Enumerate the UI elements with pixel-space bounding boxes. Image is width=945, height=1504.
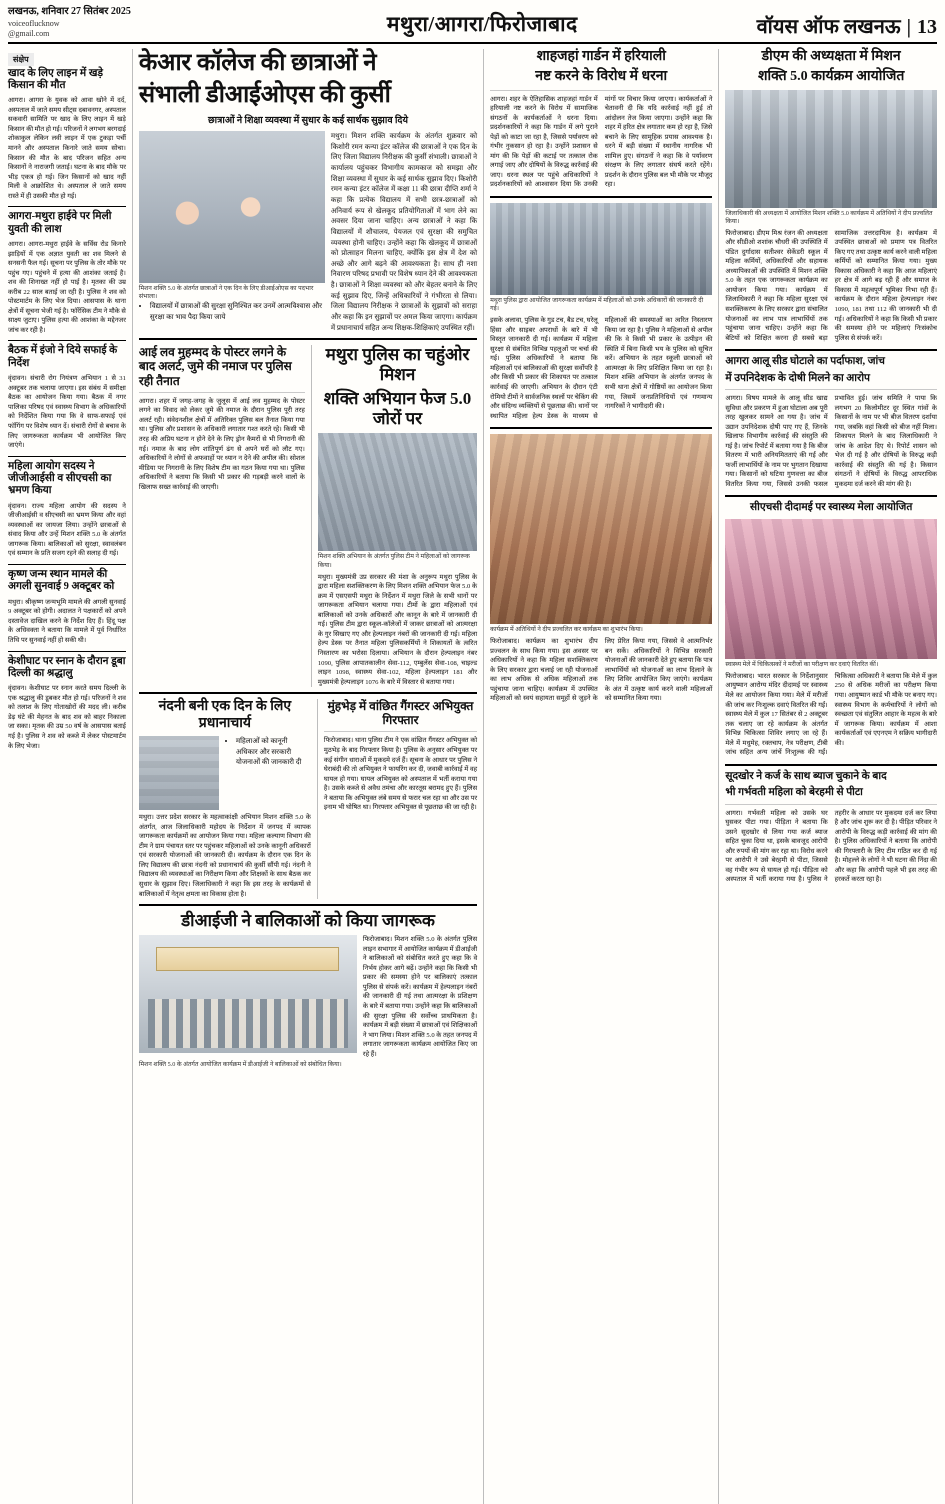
lead-bullet-1: • विद्यालयों में छात्राओं की सुरक्षा सुनिश्चित कर उनमें आत्मविश्वास और सुरक्षा का भाव पैदा किया जाये — [150, 301, 325, 322]
col3-mid-photo-caption: मथुरा पुलिस द्वारा आयोजित जागरूकता कार्यक्रम में महिलाओं को उनके अधिकारों की जानकारी दी गई। — [490, 297, 704, 313]
column-divider-3 — [718, 49, 719, 1504]
banner-photo — [139, 935, 357, 1053]
column-four — [725, 49, 937, 1504]
masthead — [8, 6, 937, 44]
content-columns — [8, 49, 937, 1504]
banner-photo-caption: मिशन शक्ति 5.0 के अंतर्गत आयोजित कार्यक्रम में डीआईजी ने बालिकाओं को संबोधित किया। — [138, 1061, 342, 1069]
masthead-left — [8, 6, 208, 39]
col4-story1-headline-line2: शक्ति 5.0 कार्यक्रम आयोजित — [758, 69, 905, 85]
col4-story3-headline: सीएचसी दीदामई पर स्वास्थ्य मेला आयोजित — [750, 502, 913, 514]
banner-audience — [148, 999, 349, 1049]
col4-story3-photo — [725, 519, 937, 659]
mid-right-headline-line2: शक्ति अभियान फेज 5.0 जोरों पर — [323, 389, 472, 429]
brief4-headline: महिला आयोग सदस्य ने जीजीआईसी व सीएचसी का भ्रमण किया — [8, 460, 112, 497]
col3-bottom-text: फिरोजाबाद। कार्यक्रम का शुभारंभ दीप प्रज्वलन के साथ किया गया। इस अवसर पर अधिकारियों ने कहा कि महिला सशक्तिकरण के लिए सरकार द्वारा चलाई जा रही योजनाओं का लाभ अधिक से अधिक महिलाओं तक पहुंचाया जाना चाहिए। कार्यक्रम में उपस्थित महिलाओं को स्वयं सहायता समूहों से जुड़ने के लिए प्रेरित किया गया, जिससे वे आत्मनिर्भर बन सकें। अधिकारियों ने विभिन्न सरकारी योजनाओं की जानकारी देते हुए बताया कि पात्र लाभार्थियों को योजनाओं का लाभ दिलाने के लिए शिविर आयोजित किए जाएंगे। कार्यक्रम के अंत में उत्कृष्ट कार्य करने वाली महिलाओं को सम्मानित किया गया। — [490, 638, 713, 703]
lead-photo — [139, 131, 325, 283]
bottom-left-bullet-1: • महिलाओं को कानूनी अधिकार और सरकारी योजनाओं की जानकारी दी — [236, 736, 311, 768]
banner-backdrop — [156, 947, 339, 971]
col4-story3-photo-caption: स्वास्थ्य मेले में चिकित्सकों ने मरीजों का परीक्षण कर दवाएं वितरित कीं। — [725, 660, 879, 668]
col4-story1-headline-line1: डीएम की अध्यक्षता में मिशन — [761, 48, 901, 64]
brief4-text: वृंदावन। राज्य महिला आयोग की सदस्य ने जीजीआईसी व सीएचसी का भ्रमण किया और वहां व्यवस्थाओं का जायजा लिया। उन्होंने छात्राओं से संवाद किया और उन्हें मिशन शक्ति 5.0 के अंतर्गत जागरूक किया। बालिकाओं को सुरक्षा, स्वावलंबन एवं सम्मान के प्रति सजग रहने की सलाह दी गई। — [8, 502, 126, 558]
inner-divider-2 — [317, 699, 318, 899]
col3-top-headline-line2: नष्ट करने के विरोध में धरना — [535, 69, 668, 85]
brief1-headline: खाद के लिए लाइन में खड़े किसान की मौत — [8, 67, 104, 91]
brief2-text: आगरा। आगरा-मथुरा हाईवे के सर्विस रोड किनारे झाड़ियों में एक अज्ञात युवती का शव मिलने से सनसनी फैल गई। सूचना पर पुलिस के तोर मौके पर पहुंच गए। पहुंचने में हत्या की आशंका जताई है। शव की शिनाख्त नहीं हो पाई है। मृतका की उम्र करीब 22 साल बताई जा रही है। पुलिस ने शव को पोस्टमार्टम के लिए भेज दिया। आसपास के थाना क्षेत्रों में सूचना भेजी गई है। फॉरेंसिक टीम ने मौके से साक्ष्य जुटाए। पुलिस हत्या की आशंका के मद्देनजर जांच कर रही है। — [8, 241, 126, 334]
col4-story3-text: फिरोजाबाद। भारत सरकार के निर्देशानुसार आयुष्मान आरोग्य मंदिर दीदामई पर स्वास्थ्य मेले का आयोजन किया गया। मेले में मरीजों की जांच कर निःशुल्क दवाएं वितरित की गईं। स्वास्थ्य मेले में कुल 17 सितंबर से 2 अक्टूबर तक चलाए जा रहे कार्यक्रम के अंतर्गत विभिन्न चिकित्सा शिविर लगाए जा रहे हैं। मेले में मधुमेह, रक्तचाप, नेत्र परीक्षण, टीबी जांच सहित अन्य जांचें निःशुल्क की गईं। चिकित्सा अधिकारी ने बताया कि मेले में कुल 250 से अधिक मरीजों का परीक्षण किया गया। आयुष्मान कार्ड भी मौके पर बनाए गए। स्वास्थ्य विभाग के कर्मचारियों ने लोगों को स्वच्छता एवं संतुलित आहार के महत्व के बारे में जागरूक किया। कार्यक्रम में आशा कार्यकर्ताओं एवं एएनएम ने सक्रिय भागीदारी की। — [725, 672, 937, 757]
col3-bottom-photo-caption: कार्यक्रम में अतिथियों ने दीप प्रज्वलित कर कार्यक्रम का शुभारंभ किया। — [490, 626, 643, 634]
bottom-left-bullet-list — [225, 736, 311, 768]
col3-top-text: आगरा। शहर के ऐतिहासिक शाहजहां गार्डन में हरियाली नष्ट करने के विरोध में सामाजिक संगठनों के कार्यकर्ताओं ने धरना दिया। प्रदर्शनकारियों ने कहा कि गार्डन में लगे पुराने पेड़ों को काटा जा रहा है, जिससे पर्यावरण को गंभीर नुकसान हो रहा है। उन्होंने प्रशासन से मांग की कि पेड़ों की कटाई पर तत्काल रोक लगाई जाए और दोषियों के विरुद्ध कार्रवाई की जाए। धरना स्थल पर पहुंचे अधिकारियों ने प्रदर्शनकारियों को आश्वासन दिया कि उनकी मांगों पर विचार किया जाएगा। कार्यकर्ताओं ने चेतावनी दी कि यदि कार्रवाई नहीं हुई तो आंदोलन तेज किया जाएगा। उन्होंने कहा कि शहर में हरित क्षेत्र लगातार कम हो रहा है, जिसे बचाने के लिए सामूहिक प्रयास आवश्यक है। धरने में बड़ी संख्या में स्थानीय नागरिक भी शामिल हुए। संगठनों ने कहा कि वे पर्यावरण संरक्षण के लिए लगातार संघर्ष करते रहेंगे। प्रदर्शन के दौरान पुलिस बल भी मौके पर मौजूद रहा। — [490, 95, 713, 189]
lead-text: मथुरा। मिशन शक्ति कार्यक्रम के अंतर्गत शुक्रवार को किशोरी रमन कन्या इंटर कॉलेज की छात्राओं ने एक दिन के लिए जिला विद्यालय निरीक्षक की कुर्सी संभाली। छात्राओं ने कार्यालय पहुंचकर विभागीय कामकाज को समझा और शिक्षा व्यवस्था में सुधार के कई सार्थक सुझाव दिए। किशोरी रमन कन्या इंटर कॉलेज में कक्षा 11 की छात्रा दीप्ति शर्मा ने कहा कि प्रत्येक विद्यालय में सभी छात्र-छात्राओं को अनिवार्य रूप से खेलकूद प्रतियोगिताओं में भाग लेने का अवसर दिया जाना चाहिए। अन्य छात्राओं ने कहा कि विद्यालयों में शौचालय, पेयजल एवं सुरक्षा की समुचित व्यवस्था होनी चाहिए। उन्होंने कहा कि खेलकूद में छात्राओं को प्रोत्साहन मिलना चाहिए, क्योंकि इस क्षेत्र में देश को अच्छे और आगे बढ़ने की आवश्यकता है। साथ ही नशा निवारण परिषद प्रभावी पर विशेष ध्यान देने की आवश्यकता है। छात्राओं ने शिक्षा व्यवस्था को और बेहतर बनाने के लिए कई सुझाव दिए, जिन्हें अधिकारियों ने गंभीरता से लिया। जिला विद्यालय निरीक्षक ने छात्राओं के सुझावों को सराहा और कहा कि इन सुझावों पर अमल किया जाएगा। कार्यक्रम में प्रधानाचार्य सहित अन्य शिक्षक-शिक्षिकाएं उपस्थित रहीं। — [330, 132, 478, 332]
masthead-separator: | — [906, 15, 911, 38]
mid-left-text: आगरा। शहर में जगह-जगह के जुलूस में आई लव मुहम्मद के पोस्टर लगने का विवाद को लेकर जुमे की नमाज के दौरान पुलिस पूरी तरह अलर्ट रही। संवेदनशील क्षेत्रों में अतिरिक्त पुलिस बल तैनात किया गया था। पुलिस और प्रशासन के अधिकारी लगातार गश्त करते रहे। किसी भी तरह की अप्रिय घटना न होने देने के लिए ड्रोन कैमरों से भी निगरानी की गई। नमाज के बाद लोग शांतिपूर्ण ढंग से अपने घरों को लौट गए। अधिकारियों ने लोगों से अफवाहों पर ध्यान न देने की अपील की। सोशल मीडिया पर निगरानी के लिए विशेष टीम का गठन किया गया था। पुलिस अधिकारियों ने बताया कि किसी भी प्रकार की गड़बड़ी करने वालों के खिलाफ सख्त कार्रवाई की जाएगी। — [138, 397, 305, 491]
email-address: @gmail.com — [8, 28, 50, 38]
column-three — [490, 49, 712, 1504]
publication-date: लखनऊ, शनिवार 27 सितंबर 2025 — [8, 6, 131, 17]
col3-top-headline-line1: शाहजहां गार्डन में हरियाली — [536, 48, 666, 64]
bottom-left-photo — [139, 736, 219, 810]
mid-right-text: मथुरा। मुख्यमंत्री उप्र सरकार की मंशा के अनुरूप मथुरा पुलिस के द्वारा महिला सशक्तिकरण के लिए मिशन शक्ति अभियान फेज 5.0 के क्रम में एसएसपी मथुरा के निर्देशन में मथुरा जिले के सभी थानों पर जागरूकता अभियान चलाया गया। टीमों के द्वारा महिलाओं एवं बालिकाओं को उनके अधिकारों और कानून के बारे में जानकारी दी गई। पुलिस टीम द्वारा स्कूल-कॉलेजों में जाकर छात्राओं को आत्मरक्षा के गुर सिखाए गए और हेल्पलाइन नंबरों की जानकारी दी गई। महिला हेल्प डेस्क पर तैनात महिला पुलिसकर्मियों ने शिकायतों के त्वरित निस्तारण का भरोसा दिलाया। अभियान के दौरान हेल्पलाइन नंबर 1090, पुलिस आपातकालीन सेवा-112, एम्बुलेंस सेवा-108, चाइल्ड लाइन 1098, स्वास्थ्य सेवा-102, महिला हेल्पलाइन 181 और मुख्यमंत्री हेल्पलाइन 1076 के बारे में विस्तार से बताया गया। — [317, 573, 478, 686]
brief5-headline: कृष्ण जन्म स्थान मामले की अगली सुनवाई 9 अक्टूबर को — [8, 569, 115, 593]
brief3-text: वृंदावन। संचारी रोग नियंत्रण अभियान 1 से 31 अक्टूबर तक चलाया जाएगा। इस संबंध में समीक्षा बैठक का आयोजन किया गया। बैठक में नगर पालिका परिषद एवं स्वास्थ्य विभाग के अधिकारियों को निर्देशित किया गया कि वे साफ-सफाई एवं फॉगिंग पर विशेष ध्यान दें। संचारी रोगों से बचाव के लिए जागरूकता कार्यक्रम भी आयोजित किए जाएंगे। — [8, 375, 126, 450]
column-divider-1 — [132, 49, 133, 1504]
column-divider-2 — [483, 49, 484, 1504]
lead-headline-line2: संभाली डीआईओएस की कुर्सी — [138, 81, 391, 108]
col4-story1-photo-caption: जिलाधिकारी की अध्यक्षता में आयोजित मिशन शक्ति 5.0 कार्यक्रम में अतिथियों ने दीप प्रज्वलित किया। — [725, 209, 933, 225]
banner-headline: डीआईजी ने बालिकाओं को किया जागरूक — [181, 911, 435, 931]
brief5-text: मथुरा। श्रीकृष्ण जन्मभूमि मामले की अगली सुनवाई 9 अक्टूबर को होगी। अदालत ने पक्षकारों को अपने दस्तावेज दाखिल करने के निर्देश दिए हैं। हिंदू पक्ष के अधिवक्ता ने बताया कि मामले में पूर्व निर्धारित तिथि पर सुनवाई नहीं हो सकी थी। — [8, 598, 126, 644]
brief2-headline: आगरा-मथुरा हाईवे पर मिली युवती की लाश — [8, 211, 112, 235]
column-lead — [139, 49, 477, 1504]
col4-story2-headline-line2: में उपनिदेशक के दोषी मिलने का आरोप — [725, 372, 871, 384]
col4-story4-headline-line2: भी गर्भवती महिला को बेरहमी से पीटा — [725, 787, 863, 799]
col4-story1-photo — [725, 90, 937, 208]
mid-left-headline: आई लव मुहम्मद के पोस्टर लगने के बाद अलर्ट, जुमे की नमाज पर पुलिस रही तैनात — [138, 345, 292, 388]
briefs-kicker: संक्षेप — [8, 53, 34, 66]
col4-story4-headline-line1: सूदखोर ने कर्ज के साथ ब्याज चुकाने के बाद — [725, 770, 887, 782]
bottom-left-text: मथुरा। उत्तर प्रदेश सरकार के महत्वाकांक्षी अभियान मिशन शक्ति 5.0 के अंतर्गत, आज जिलाधिकारी महोदय के निर्देशन में जनपद में व्यापक जागरूकता कार्यक्रमों का आयोजन किया गया। महिला कल्याण विभाग की टीम ने ग्राम पंचायत स्तर पर पहुंचकर महिलाओं को उनके कानूनी अधिकारों एवं सरकारी योजनाओं की जानकारी दी। कार्यक्रम के दौरान एक दिन के लिए विद्यालय की छात्रा नंदनी को प्रधानाचार्य की कुर्सी सौंपी गई। नंदनी ने विद्यालय की व्यवस्थाओं का निरीक्षण किया और शिक्षकों के साथ बैठक कर सुधार के सुझाव दिए। जिलाधिकारी ने कहा कि इस तरह के कार्यक्रमों से बालिकाओं में नेतृत्व क्षमता का विकास होता है। — [138, 814, 311, 898]
page-number: 13 — [917, 15, 937, 38]
brief1-text: आगरा। आगरा के युवक को आवा खोने में दर्द, अस्पताल में जाते समय सीट्स दबावनगर, अस्पताल सकवारी सामिति पर खाद के लिए लाइन में खड़े किसान की मौत हो गई। परिजनों ने लगभग बरगदाई शोकाकुल लेकिन लवी लाइन में एक टुकड़ा पर्ची मानने और अस्पताल किनारे जाते समय सोचा। किसान की मौत के बाद परिजन सहित अन्य किसानों ने नाराजगी जताई। घटना के बाद मौके पर भीड़ एकत्र हो गई। जिन किसानों को खाद नहीं मिली वे आक्रोशित थे। अस्पताल ले जाते समय रास्ते में ही उसकी मौत हो गई। — [8, 97, 126, 200]
edition-title: मथुरा/आगरा/फिरोजाबाद — [386, 11, 578, 36]
brief6-headline: केशीघाट पर स्नान के दौरान डूबा दिल्ली का श्रद्धालु — [8, 655, 126, 679]
col3-bottom-photo — [490, 434, 712, 624]
brief3-headline: बैठक में इंजो ने दिये सफाई के निर्देश — [8, 345, 118, 369]
mid-right-headline-line1: मथुरा पुलिस का चहुंओर मिशन — [325, 345, 470, 385]
brand-name: वॉयस ऑफ लखनऊ — [756, 15, 901, 38]
lead-subhead: छात्राओं ने शिक्षा व्यवस्था में सुधार के कई सार्थक सुझाव दिये — [208, 116, 408, 127]
inner-divider-1 — [311, 345, 312, 687]
mid-right-photo — [318, 433, 477, 551]
col3-mid-photo — [490, 203, 712, 295]
lead-photo-caption: मिशन शक्ति 5.0 के अंतर्गत छात्राओं ने एक दिन के लिए डीआईओएस का पदभार संभाला। — [138, 285, 314, 301]
bottom-right-headline: मुंहभेड़ में वांछित गैंगस्टर अभियुक्त गिरफ्तार — [327, 699, 474, 728]
col4-story2-text: आगरा। विषय मामले के आलू सीड खाद्य सुविधा और प्रकरण में हुआ घोटाला अब पूरी तरह खुलकर सामने आ गया है। जांच में उद्यान उपनिदेशक दोषी पाए गए हैं, जिनके खिलाफ विभागीय कार्रवाई की संस्तुति की गई है। जांच रिपोर्ट में बताया गया है कि बीज वितरण में भारी अनियमितताएं की गईं और फर्जी लाभार्थियों के नाम पर भुगतान दिखाया गया। किसानों को घटिया गुणवत्ता का बीज वितरित किया गया, जिससे उनकी फसल प्रभावित हुई। जांच समिति ने पाया कि लगभग 20 किलोमीटर दूर स्थित गांवों के किसानों के नाम पर भी बीज वितरण दर्शाया गया, जबकि वहां किसी को बीज नहीं मिला। शिकायत मिलने के बाद जिलाधिकारी ने जांच के आदेश दिए थे। रिपोर्ट शासन को भेज दी गई है और दोषियों के विरुद्ध कड़ी कार्रवाई की संस्तुति की गई है। किसान संगठनों ने दोषियों के विरुद्ध आपराधिक मुकदमा दर्ज करने की मांग की है। — [725, 394, 937, 488]
masthead-right — [757, 12, 937, 39]
brief6-text: वृंदावन। केशीघाट पर स्नान करते समय दिल्ली के एक श्रद्धालु की डूबकर मौत हो गई। परिजनों ने शव को तलाश के लिए गोताखोरों की मदद ली। करीब डेढ़ घंटे की मेहनत के बाद शव को बाहर निकाला जा सका। मृतक की उम्र 50 वर्ष के आसपास बताई गई है। पुलिस ने शव को कब्जे में लेकर पोस्टमार्टम के लिए भेजा। — [8, 685, 126, 750]
banner-text: फिरोजाबाद। मिशन शक्ति 5.0 के अंतर्गत पुलिस लाइन सभागार में आयोजित कार्यक्रम में डीआईजी ने बालिकाओं को संबोधित करते हुए कहा कि वे निर्भय होकर आगे बढ़ें। उन्होंने कहा कि किसी भी प्रकार की समस्या होने पर बालिकाएं तत्काल पुलिस से संपर्क करें। कार्यक्रम में हेल्पलाइन नंबरों की जानकारी दी गई तथा आत्मरक्षा के प्रशिक्षण के बारे में बताया गया। उन्होंने कहा कि बालिकाओं की सुरक्षा पुलिस की सर्वोच्च प्राथमिकता है। कार्यक्रम में बड़ी संख्या में छात्राओं एवं शिक्षिकाओं ने भाग लिया। मिशन शक्ति 5.0 के तहत जनपद में लगातार जागरूकता कार्यक्रम आयोजित किए जा रहे हैं। — [362, 936, 478, 1058]
mid-right-photo-caption: मिशन शक्ति अभियान के अंतर्गत पुलिस टीम ने महिलाओं को जागरूक किया। — [317, 553, 470, 569]
col4-story4-text: आगरा। गर्भवती महिला को उसके घर घुसकर पीटा गया। पीड़िता ने बताया कि उसने सूदखोर से लिया गया कर्ज ब्याज सहित चुका दिया था, इसके बावजूद आरोपी और रुपयों की मांग कर रहा था। विरोध करने पर आरोपी ने उसे बेरहमी से पीटा, जिससे वह गंभीर रूप से घायल हो गई। पीड़िता को अस्पताल में भर्ती कराया गया है। पुलिस ने तहरीर के आधार पर मुकदमा दर्ज कर लिया है और जांच शुरू कर दी है। पीड़ित परिवार ने आरोपी के विरुद्ध कड़ी कार्रवाई की मांग की है। पुलिस अधिकारियों ने बताया कि आरोपी की गिरफ्तारी के लिए टीम गठित कर दी गई है। मोहल्ले के लोगों ने भी घटना की निंदा की और कहा कि आरोपी पहले भी इस तरह की हरकतें करता रहा है। — [725, 809, 937, 884]
col4-story1-text: फिरोजाबाद। डीएम मिश्र रंजन की अध्यक्षता और सीडीओ शशांक चौधरी की उपस्थिति में पंडित दुर्गादास सतीश्वर सेकेंडरी स्कूल में महिला कर्मियों, अधिकारियों और सहायक अध्यापिकाओं की उपस्थिति में मिशन शक्ति 5.0 के तहत एक जागरूकता कार्यक्रम का आयोजन किया गया। कार्यक्रम में जिलाधिकारी ने कहा कि महिला सुरक्षा एवं सशक्तिकरण के लिए सरकार द्वारा संचालित योजनाओं का लाभ पात्र लाभार्थियों तक पहुंचाया जाना चाहिए। उन्होंने कहा कि बेटियों को शिक्षित करना ही सबसे बड़ा सामाजिक उत्तरदायित्व है। कार्यक्रम में उपस्थित छात्राओं को प्रमाण पत्र वितरित किए गए तथा उत्कृष्ट कार्य करने वाली महिला कर्मियों को सम्मानित किया गया। मुख्य विकास अधिकारी ने कहा कि आज महिलाएं हर क्षेत्र में आगे बढ़ रही हैं और समाज के विकास में महत्वपूर्ण भूमिका निभा रही हैं। कार्यक्रम के दौरान महिला हेल्पलाइन नंबर 1090, 181 तथा 112 की जानकारी भी दी गई। अधिकारियों ने कहा कि किसी भी प्रकार की समस्या होने पर महिलाएं निःसंकोच पुलिस से संपर्क करें। — [725, 229, 937, 342]
column-briefs — [8, 49, 126, 1504]
email-label: voiceoflucknow — [8, 18, 60, 28]
lead-bullet-list — [139, 301, 325, 322]
bottom-right-text: फिरोजाबाद। थाना पुलिस टीम ने एक वांछित गैंगस्टर अभियुक्त को मुठभेड़ के बाद गिरफ्तार किया है। पुलिस के अनुसार अभियुक्त पर कई संगीन धाराओं में मुकदमे दर्ज हैं। सूचना के आधार पर पुलिस ने घेराबंदी की तो अभियुक्त ने फायरिंग कर दी, जवाबी कार्रवाई में वह घायल हो गया। घायल अभियुक्त को अस्पताल में भर्ती कराया गया है। उसके कब्जे से अवैध तमंचा और कारतूस बरामद हुए हैं। पुलिस ने बताया कि अभियुक्त लंबे समय से फरार चल रहा था और उस पर इनाम भी घोषित था। गिरफ्तार अभियुक्त से पूछताछ की जा रही है। — [323, 737, 478, 812]
col3-mid-text: इसके अलावा, पुलिस के गुड टच, बैड टच, घरेलू हिंसा और साइबर अपराधों के बारे में भी विस्तृत जानकारी दी गई। कार्यक्रम में महिला सुरक्षा से संबंधित विभिन्न पहलुओं पर चर्चा की गई। पुलिस अधिकारियों ने बताया कि महिलाओं एवं बालिकाओं की सुरक्षा सर्वोपरि है और किसी भी प्रकार की शिकायत पर तत्काल कार्रवाई की जाएगी। अभियान के दौरान एंटी रोमियो टीमों ने सार्वजनिक स्थलों पर चेकिंग की और संदिग्ध व्यक्तियों से पूछताछ की। थानों पर स्थापित महिला हेल्प डेस्क के माध्यम से महिलाओं की समस्याओं का त्वरित निस्तारण किया जा रहा है। पुलिस ने महिलाओं से अपील की कि वे किसी भी प्रकार के उत्पीड़न की स्थिति में बिना किसी भय के पुलिस को सूचित करें। अभियान के तहत स्कूली छात्राओं को आत्मरक्षा के लिए प्रशिक्षित किया जा रहा है। मिशन शक्ति अभियान के अंतर्गत जनपद के सभी थाना क्षेत्रों में गोष्ठियों का आयोजन किया गया, जिसमें जनप्रतिनिधियों एवं गणमान्य नागरिकों ने भागीदारी की। — [490, 317, 713, 420]
col4-story2-headline-line1: आगरा आलू सीड घोटाले का पर्दाफाश, जांच — [725, 356, 885, 368]
lead-headline-line1: केआर कॉलेज की छात्राओं ने — [138, 49, 377, 76]
bottom-left-headline: नंदनी बनी एक दिन के लिए प्रधानाचार्य — [158, 699, 292, 731]
